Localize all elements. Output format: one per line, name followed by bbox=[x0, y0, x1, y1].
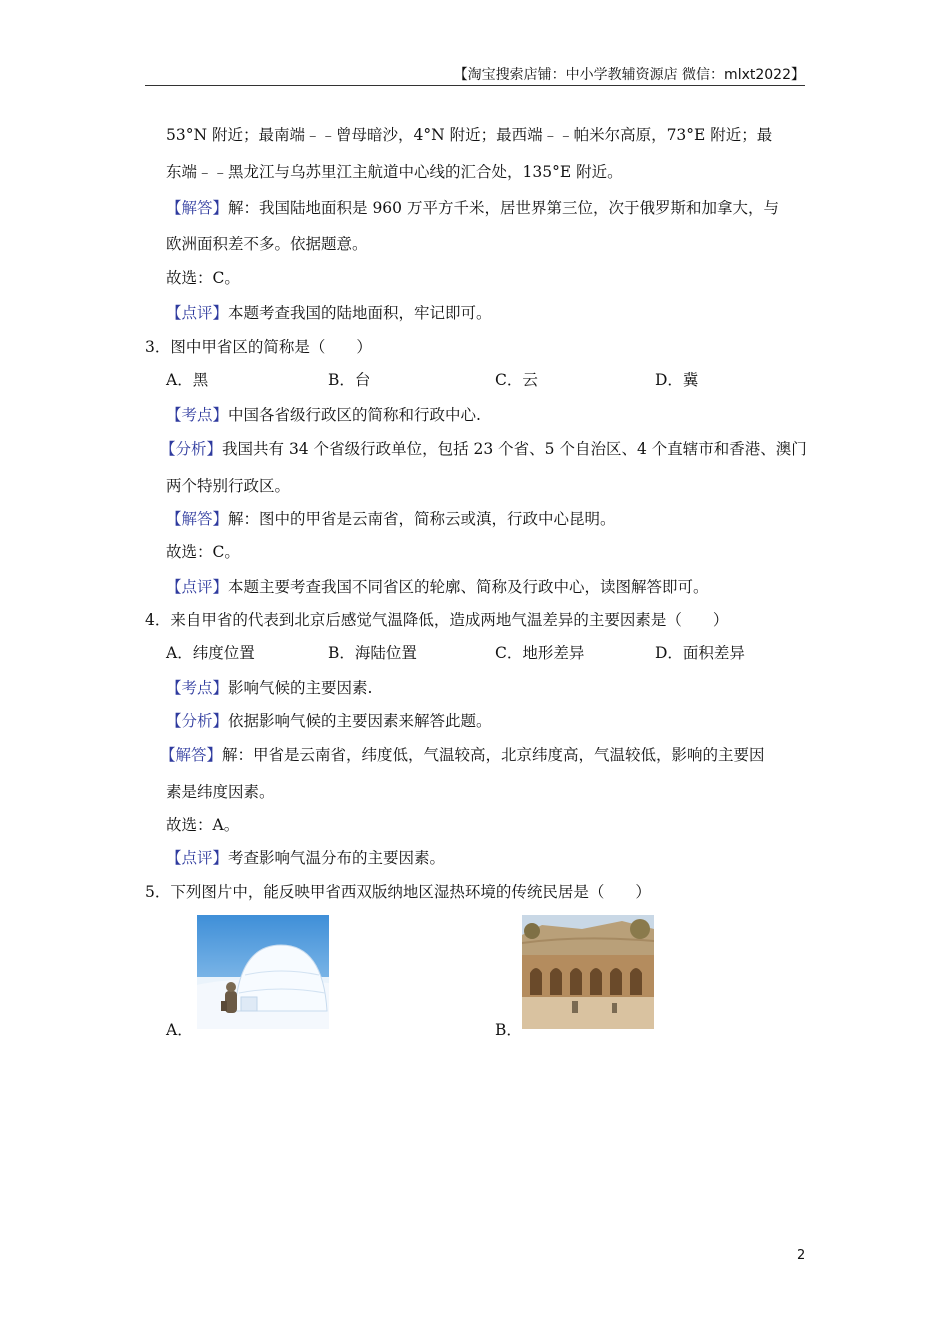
comment-text: 本题考查我国的陆地面积，牢记即可。 bbox=[228, 304, 492, 322]
answer-tag: 【解答】 bbox=[166, 199, 229, 217]
q2-answer bbox=[166, 197, 779, 219]
comment-tag: 【点评】 bbox=[166, 578, 229, 596]
q4-point bbox=[166, 677, 372, 699]
analysis-tag: 【分析】 bbox=[160, 440, 223, 458]
q2-line-1: 53°N 附近；最南端﹣﹣曾母暗沙，4°N 附近；最西端﹣﹣帕米尔高原，73°E 附近；最 bbox=[166, 126, 773, 144]
page-header: 【淘宝搜索店铺：中小学教辅资源店 微信：mlxt2022】 bbox=[453, 67, 805, 83]
page-number: 2 bbox=[797, 1248, 806, 1263]
q3-analysis-line-2: 两个特别行政区。 bbox=[166, 477, 291, 495]
q3-option-c: C．云 bbox=[495, 371, 538, 389]
comment-text: 考查影响气温分布的主要因素。 bbox=[228, 849, 446, 867]
q4-option-b: B．海陆位置 bbox=[328, 644, 417, 662]
q5-stem: 5．下列图片中，能反映甲省西双版纳地区湿热环境的传统民居是（ ） bbox=[145, 883, 651, 901]
q3-analysis bbox=[160, 438, 807, 460]
q3-point bbox=[166, 404, 481, 426]
q2-line-2: 东端﹣﹣黑龙江与乌苏里江主航道中心线的汇合处，135°E 附近。 bbox=[166, 163, 623, 181]
comment-text: 本题主要考查我国不同省区的轮廓、简称及行政中心，读图解答即可。 bbox=[228, 578, 709, 596]
q3-option-b: B．台 bbox=[328, 371, 371, 389]
q3-choice: 故选：C。 bbox=[166, 543, 240, 561]
igloo-photo bbox=[197, 915, 329, 1029]
answer-text: 解：我国陆地面积是 960 万平方千米，居世界第三位，次于俄罗斯和加拿大，与 bbox=[228, 199, 779, 217]
answer-text: 解：甲省是云南省，纬度低，气温较高，北京纬度高，气温较低，影响的主要因 bbox=[222, 746, 765, 764]
analysis-tag: 【分析】 bbox=[166, 712, 229, 730]
analysis-text: 我国共有 34 个省级行政单位，包括 23 个省、5 个自治区、4 个直辖市和香港、澳门 bbox=[222, 440, 807, 458]
point-text: 中国各省级行政区的简称和行政中心. bbox=[228, 406, 481, 424]
q4-answer bbox=[160, 744, 765, 766]
answer-text: 解：图中的甲省是云南省，简称云或滇，行政中心昆明。 bbox=[228, 510, 616, 528]
comment-tag: 【点评】 bbox=[166, 849, 229, 867]
q3-comment bbox=[166, 576, 709, 598]
q2-comment bbox=[166, 302, 492, 324]
q4-option-a: A．纬度位置 bbox=[166, 644, 255, 662]
q3-stem: 3．图中甲省区的简称是（ ） bbox=[145, 338, 372, 356]
point-text: 影响气候的主要因素. bbox=[228, 679, 373, 697]
q3-answer bbox=[166, 508, 616, 530]
q4-stem: 4．来自甲省的代表到北京后感觉气温降低，造成两地气温差异的主要因素是（ ） bbox=[145, 611, 729, 629]
q2-choice: 故选：C。 bbox=[166, 269, 240, 287]
q4-analysis bbox=[166, 710, 492, 732]
q5-option-b-label: B． bbox=[495, 1021, 522, 1039]
q4-option-d: D．面积差异 bbox=[655, 644, 745, 662]
point-tag: 【考点】 bbox=[166, 406, 229, 424]
answer-tag: 【解答】 bbox=[160, 746, 223, 764]
header-divider bbox=[145, 85, 805, 86]
q4-comment bbox=[166, 847, 445, 869]
q5-option-a-label: A． bbox=[166, 1021, 193, 1039]
comment-tag: 【点评】 bbox=[166, 304, 229, 322]
cave-dwelling-photo bbox=[522, 915, 654, 1029]
analysis-text: 依据影响气候的主要因素来解答此题。 bbox=[228, 712, 492, 730]
q3-option-d: D．冀 bbox=[655, 371, 699, 389]
q4-option-c: C．地形差异 bbox=[495, 644, 585, 662]
q4-choice: 故选：A。 bbox=[166, 816, 240, 834]
q3-option-a: A．黑 bbox=[166, 371, 209, 389]
q2-answer-line-2: 欧洲面积差不多。依据题意。 bbox=[166, 235, 368, 253]
point-tag: 【考点】 bbox=[166, 679, 229, 697]
answer-tag: 【解答】 bbox=[166, 510, 229, 528]
q4-answer-line-2: 素是纬度因素。 bbox=[166, 783, 275, 801]
